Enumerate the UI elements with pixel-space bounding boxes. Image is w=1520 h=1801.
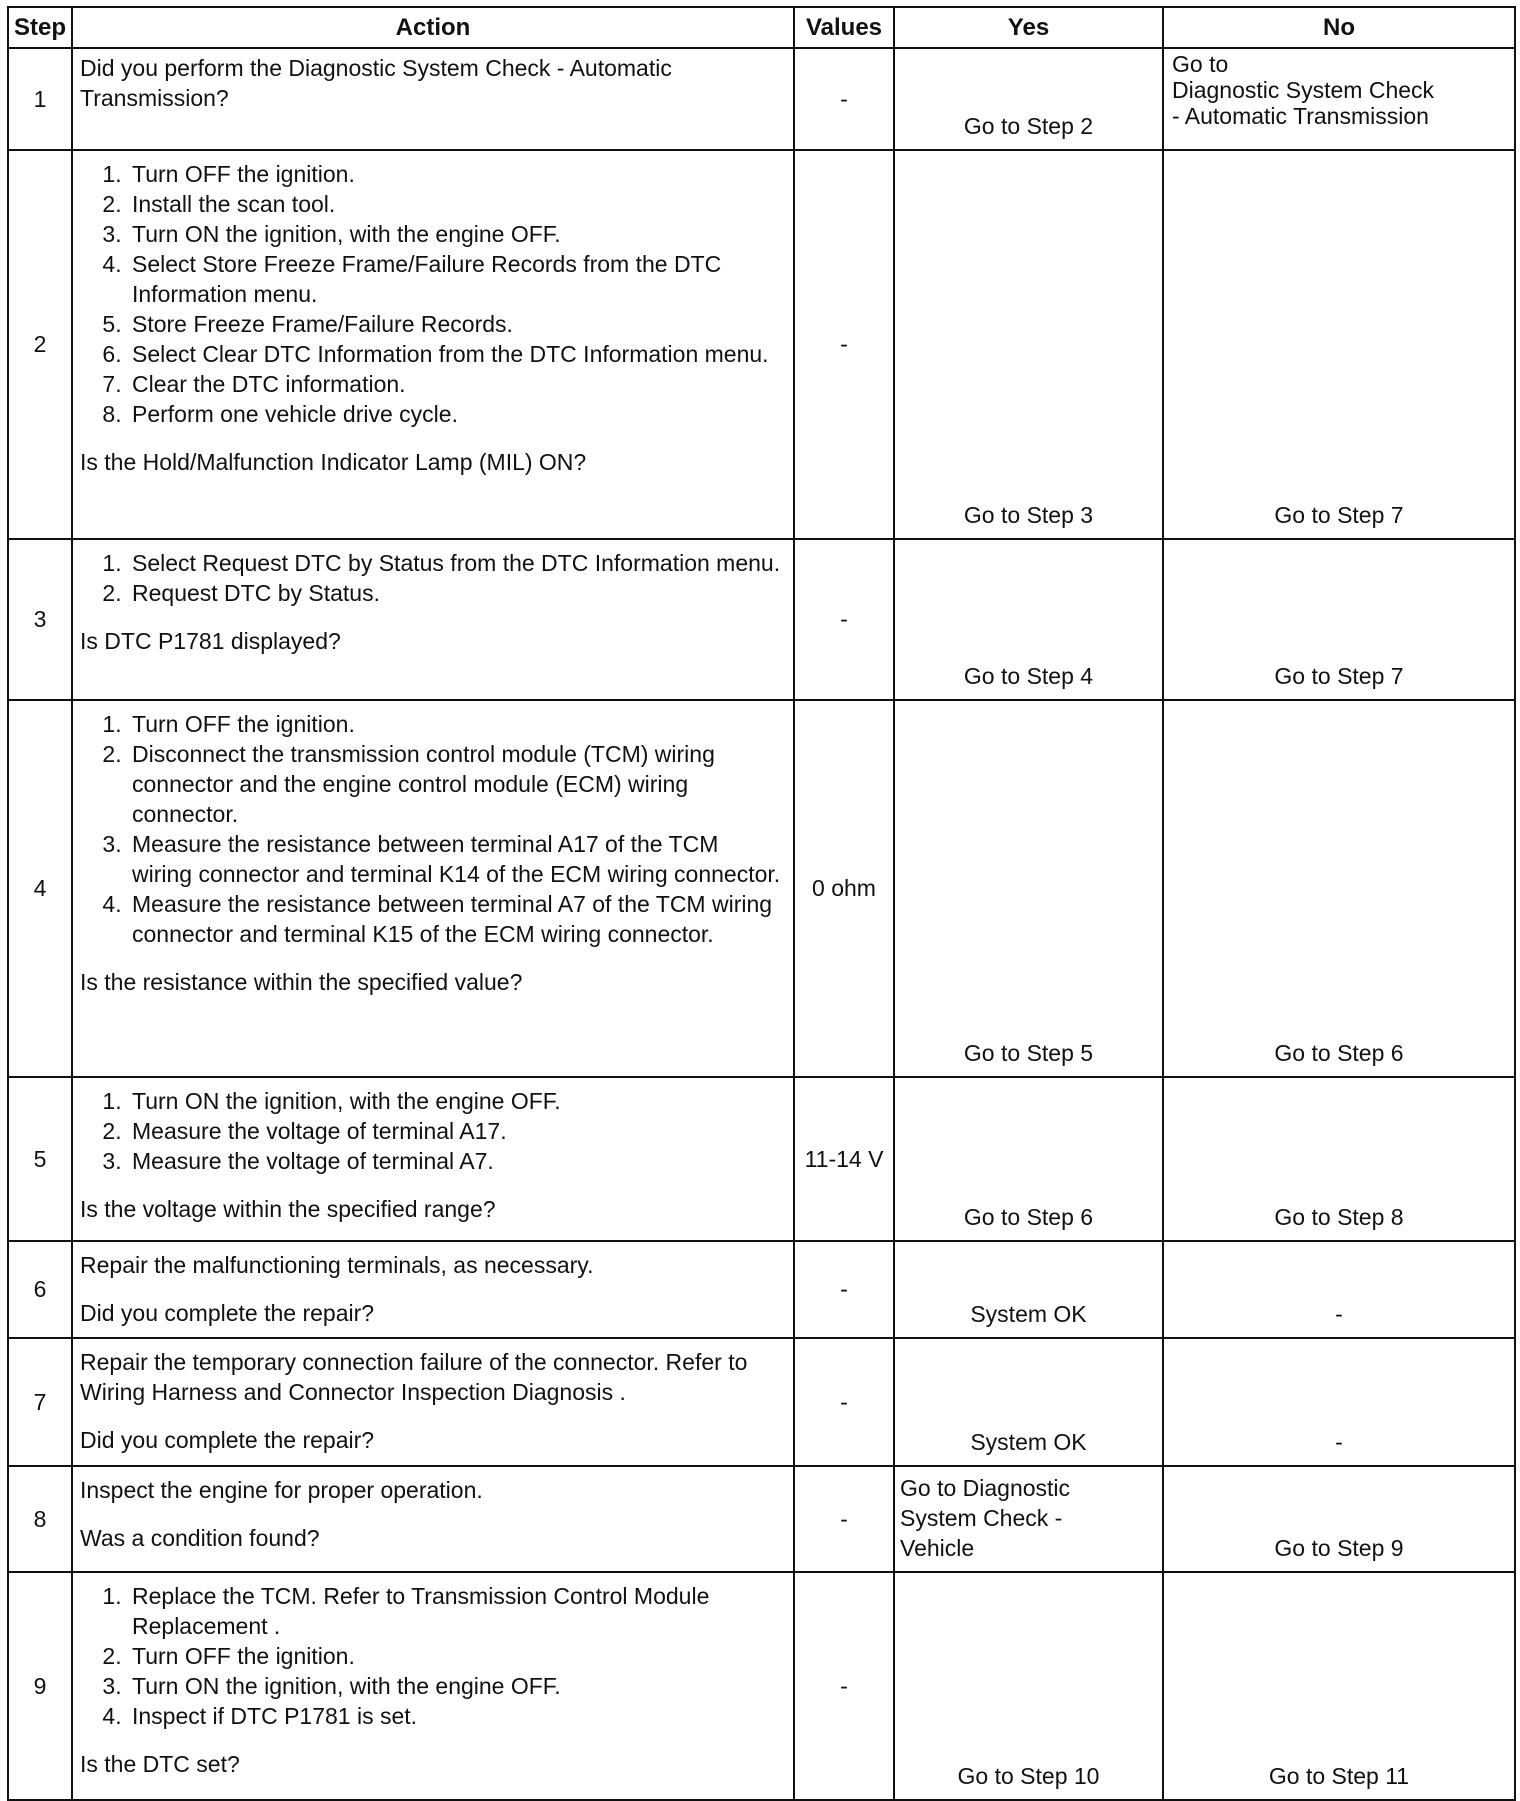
no-cell: Go to Step 8 [1163, 1077, 1515, 1241]
yes-cell: Go to Step 2 [894, 48, 1163, 150]
values-cell: - [794, 150, 894, 539]
action-step: 6. Select Clear DTC Information from the DTC Information menu. [128, 339, 783, 369]
step-number: 4 [8, 700, 72, 1077]
action-step: 4. Measure the resistance between terminal A7 of the TCM wiring connector and terminal K15 of the ECM wiring connector. [128, 889, 783, 949]
action-step: 3. Measure the resistance between terminal A17 of the TCM wiring connector and terminal K14 of the ECM wiring connector. [128, 829, 783, 889]
action-step: 8. Perform one vehicle drive cycle. [128, 399, 783, 429]
table-row [8, 700, 1515, 1077]
action-text: Repair the malfunctioning terminals, as necessary. [80, 1252, 594, 1278]
action-question: Is the voltage within the specified range? [80, 1196, 496, 1222]
no-line: Go to [1172, 51, 1229, 77]
action-question: Is the Hold/Malfunction Indicator Lamp (MIL) ON? [80, 449, 587, 475]
table-row [8, 1338, 1515, 1466]
action-step: 3. Measure the voltage of terminal A7. [128, 1146, 783, 1176]
header-values: Values [794, 7, 894, 48]
step-number: 2 [8, 150, 72, 539]
no-cell [1163, 48, 1515, 150]
action-step: 2. Measure the voltage of terminal A17. [128, 1116, 783, 1146]
yes-cell: Go to Step 3 [894, 150, 1163, 539]
action-text: Did you perform the Diagnostic System Check - Automatic Transmission? [80, 55, 672, 111]
no-cell: Go to Step 6 [1163, 700, 1515, 1077]
action-step: 2. Install the scan tool. [128, 189, 783, 219]
yes-line: System Check - [900, 1505, 1063, 1531]
action-cell [72, 1241, 794, 1338]
action-step: 1. Select Request DTC by Status from the DTC Information menu. [128, 548, 783, 578]
no-cell: - [1163, 1241, 1515, 1338]
action-step: 1. Turn OFF the ignition. [128, 159, 783, 189]
step-number: 9 [8, 1572, 72, 1800]
yes-cell: Go to Step 4 [894, 539, 1163, 700]
values-cell: - [794, 1572, 894, 1800]
table-row [8, 150, 1515, 539]
action-step: 4. Select Store Freeze Frame/Failure Records from the DTC Information menu. [128, 249, 783, 309]
step-number: 6 [8, 1241, 72, 1338]
values-cell: - [794, 1466, 894, 1572]
header-no: No [1163, 7, 1515, 48]
step-number: 8 [8, 1466, 72, 1572]
action-steps-list [80, 709, 783, 949]
step-number: 3 [8, 539, 72, 700]
yes-cell [894, 1466, 1163, 1572]
yes-cell: System OK [894, 1241, 1163, 1338]
action-question: Did you complete the repair? [80, 1300, 375, 1326]
no-cell: Go to Step 11 [1163, 1572, 1515, 1800]
step-number: 7 [8, 1338, 72, 1466]
header-step: Step [8, 7, 72, 48]
action-question: Is DTC P1781 displayed? [80, 628, 341, 654]
header-row [8, 7, 1515, 48]
action-text: Repair the temporary connection failure of the connector. Refer to Wiring Harness and Connector Inspection Diagnosis . [80, 1349, 748, 1405]
step-number: 1 [8, 48, 72, 150]
action-step: 3. Turn ON the ignition, with the engine OFF. [128, 1671, 783, 1701]
action-steps-list [80, 1581, 783, 1731]
yes-cell: System OK [894, 1338, 1163, 1466]
header-yes: Yes [894, 7, 1163, 48]
action-cell [72, 1077, 794, 1241]
action-cell [72, 150, 794, 539]
values-cell: 11-14 V [794, 1077, 894, 1241]
no-cell: - [1163, 1338, 1515, 1466]
table-row [8, 539, 1515, 700]
table-row [8, 1241, 1515, 1338]
table-row [8, 48, 1515, 150]
values-cell: - [794, 539, 894, 700]
action-text: Inspect the engine for proper operation. [80, 1477, 483, 1503]
no-cell: Go to Step 9 [1163, 1466, 1515, 1572]
action-step: 5. Store Freeze Frame/Failure Records. [128, 309, 783, 339]
action-step: 1. Turn ON the ignition, with the engine OFF. [128, 1086, 783, 1116]
action-step: 2. Request DTC by Status. [128, 578, 783, 608]
no-cell: Go to Step 7 [1163, 539, 1515, 700]
action-step: 7. Clear the DTC information. [128, 369, 783, 399]
table-row [8, 1077, 1515, 1241]
action-steps-list [80, 1086, 783, 1176]
action-steps-list [80, 159, 783, 429]
yes-line: Vehicle [900, 1535, 975, 1561]
action-question: Was a condition found? [80, 1525, 320, 1551]
action-steps-list [80, 548, 783, 608]
action-cell [72, 48, 794, 150]
yes-line: Go to Diagnostic [900, 1475, 1071, 1501]
no-line: - Automatic Transmission [1172, 103, 1429, 129]
action-cell [72, 1572, 794, 1800]
action-question: Is the DTC set? [80, 1751, 240, 1777]
no-cell: Go to Step 7 [1163, 150, 1515, 539]
values-cell: 0 ohm [794, 700, 894, 1077]
action-cell [72, 539, 794, 700]
action-step: 2. Turn OFF the ignition. [128, 1641, 783, 1671]
action-step: 4. Inspect if DTC P1781 is set. [128, 1701, 783, 1731]
action-step: 3. Turn ON the ignition, with the engine OFF. [128, 219, 783, 249]
action-question: Is the resistance within the specified value? [80, 969, 523, 995]
values-cell: - [794, 48, 894, 150]
yes-cell: Go to Step 6 [894, 1077, 1163, 1241]
yes-cell: Go to Step 10 [894, 1572, 1163, 1800]
action-cell [72, 1466, 794, 1572]
values-cell: - [794, 1338, 894, 1466]
values-cell: - [794, 1241, 894, 1338]
action-question: Did you complete the repair? [80, 1427, 375, 1453]
action-cell [72, 1338, 794, 1466]
action-step: 2. Disconnect the transmission control module (TCM) wiring connector and the engine control module (ECM) wiring connector. [128, 739, 783, 829]
table-row [8, 1466, 1515, 1572]
no-line: Diagnostic System Check [1172, 77, 1435, 103]
table-row [8, 1572, 1515, 1800]
diagnostic-table [7, 6, 1516, 1801]
yes-cell: Go to Step 5 [894, 700, 1163, 1077]
action-step: 1. Replace the TCM. Refer to Transmission Control Module Replacement . [128, 1581, 783, 1641]
header-action: Action [72, 7, 794, 48]
action-cell [72, 700, 794, 1077]
step-number: 5 [8, 1077, 72, 1241]
action-step: 1. Turn OFF the ignition. [128, 709, 783, 739]
